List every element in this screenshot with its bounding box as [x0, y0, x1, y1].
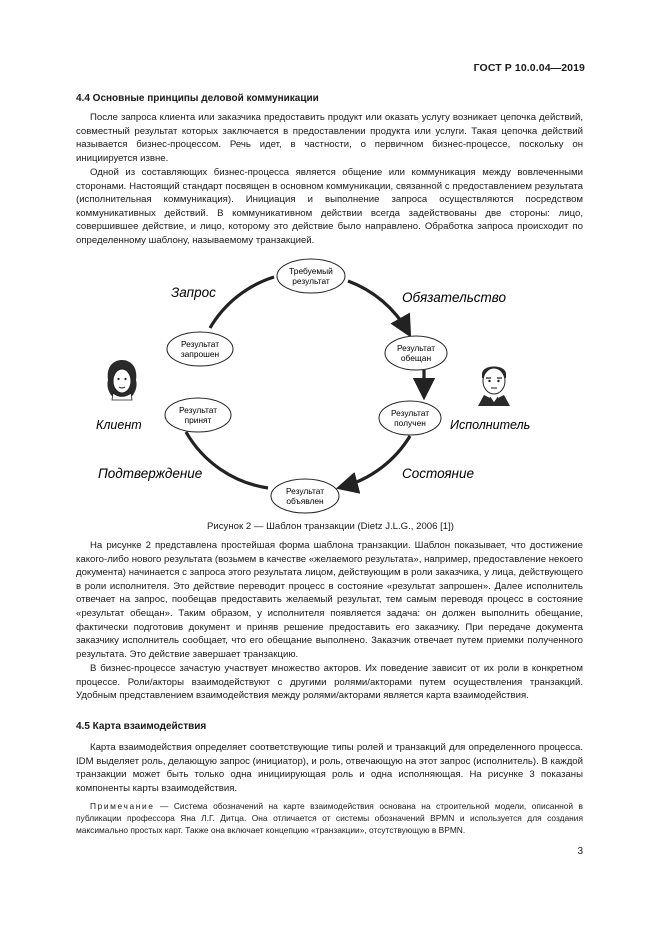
section-heading-4-5: 4.5 Карта взаимодействия: [76, 721, 207, 732]
node-required-line-2: результат: [292, 276, 330, 286]
node-received: [379, 401, 441, 435]
node-promised-line-1: Результат: [396, 343, 436, 353]
executor-avatar-icon: [478, 367, 510, 407]
label-request: Запрос: [171, 285, 216, 300]
label-confirmation: Подтверждение: [98, 466, 203, 481]
paragraph-communication: Одной из составляющих бизнес-процесса является общение или коммуникация между вовлеченными сторонами. Настоящий стандарт посвящен в основном коммуникации, связанной с предоставлением результата (исполнительная коммуникация). Инициация и выполнение запроса осуществляются посредством коммуникативных действий. В коммуникативном действии всегда задействованы две стороны: лицо, совершившее действие, и лицо, которому это действие было направлено. Обработка запроса происходит по определенному шаблону, называемому транзакцией.: [76, 167, 583, 246]
paragraph-actors: В бизнес-процессе зачастую участвует множество акторов. Их поведение зависит от их роли в конкретном процессе. Роли/акторы взаимодействуют с другими ролями/акторами путем осуществления транзакций. Удобным представлением взаимодействия между ролями/акторами является карта взаимодействия.: [76, 663, 583, 702]
node-required: [277, 259, 345, 293]
label-client: Клиент: [96, 418, 142, 432]
node-declared: [271, 479, 339, 513]
page-number: 3: [577, 846, 583, 857]
node-required-line-1: Требуемый: [289, 266, 333, 276]
node-requested: [167, 332, 233, 366]
node-received-line-2: получен: [394, 418, 426, 428]
paragraph-interaction-map: Карта взаимодействия определяет соответствующие типы ролей и транзакций для определенного процесса. IDM выделяет роль, делающую запрос (инициатор), и роль, отвечающую на этот запрос (исполнитель). В каждой транзакции может быть только одна инициирующая роль и одна исполняющая. На рисунке 3 показаны компоненты карты взаимодействия.: [76, 742, 583, 794]
transaction-cycle: [186, 277, 424, 488]
node-declared-line-2: объявлен: [286, 496, 324, 506]
node-received-line-1: Результат: [390, 408, 430, 418]
transaction-diagram: [76, 256, 586, 518]
note: [76, 800, 583, 836]
node-declared-line-1: Результат: [285, 486, 325, 496]
figure-caption: Рисунок 2 — Шаблон транзакции (Dietz J.L.G., 2006 [1]): [207, 521, 454, 532]
label-executor: Исполнитель: [450, 418, 531, 432]
note-label: Примечание: [90, 801, 155, 811]
node-accepted: [165, 398, 231, 432]
document-header: ГОСТ Р 10.0.04—2019: [473, 62, 585, 74]
arc-request: [210, 277, 274, 328]
paragraph-figure-explanation: На рисунке 2 представлена простейшая форма шаблона транзакции. Шаблон показывает, что достижение какого-либо нового результата (возьмем в качестве «желаемого результата», например, предоставление некоего документа) начинается с запроса этого результата лицом, действующим в роли заказчика, у лица, действующего в роли исполнителя. Это действие переводит процесс в состояние «результат запрошен». Далее исполнитель отвечает на запрос, пообещав предоставить желаемый результат, тем самым переводя процесс в состояние «результат обещан». Таким образом, у исполнителя появляется задача: он должен выполнить обещание, фактически подготовив документ и приняв решение предоставить его заказчику. При передаче документа заказчику исполнитель сообщает, что его обещание выполнено. Заказчик отвечает путем приемки полученного результата. Это действие завершает транзакцию.: [76, 540, 583, 660]
label-state: Состояние: [402, 466, 474, 481]
section-heading-4-4: 4.4 Основные принципы деловой коммуникации: [76, 93, 319, 104]
node-promised: [385, 336, 447, 370]
arc-state: [342, 436, 410, 487]
node-requested-line-2: запрошен: [180, 349, 220, 359]
node-accepted-line-1: Результат: [178, 405, 218, 415]
node-promised-line-2: обещан: [400, 353, 432, 363]
paragraph-business-process: После запроса клиента или заказчика предоставить продукт или оказать услугу возникает цепочка действий, совместный результат которых заключается в предоставлении продукта или услуги. Такая цепочка действий называется бизнес-процессом. Речь идет, в частности, о первичном бизнес-процессе, поскольку он инициируется извне.: [76, 112, 583, 164]
node-requested-line-1: Результат: [180, 339, 220, 349]
arc-commitment: [348, 281, 408, 332]
label-commitment: Обязательство: [402, 290, 507, 305]
node-accepted-line-2: принят: [184, 415, 212, 425]
client-avatar-icon: [107, 360, 136, 400]
note-text: — Система обозначений на карте взаимодействия основана на строительной модели, описанной в публикации профессора Яна Л.Г. Дитца. Она отличается от системы обозначений BPMN и используется для создания максимально простых карт. Также она включает концепцию «транзакции», отсутствующую в BPMN.: [76, 801, 583, 835]
